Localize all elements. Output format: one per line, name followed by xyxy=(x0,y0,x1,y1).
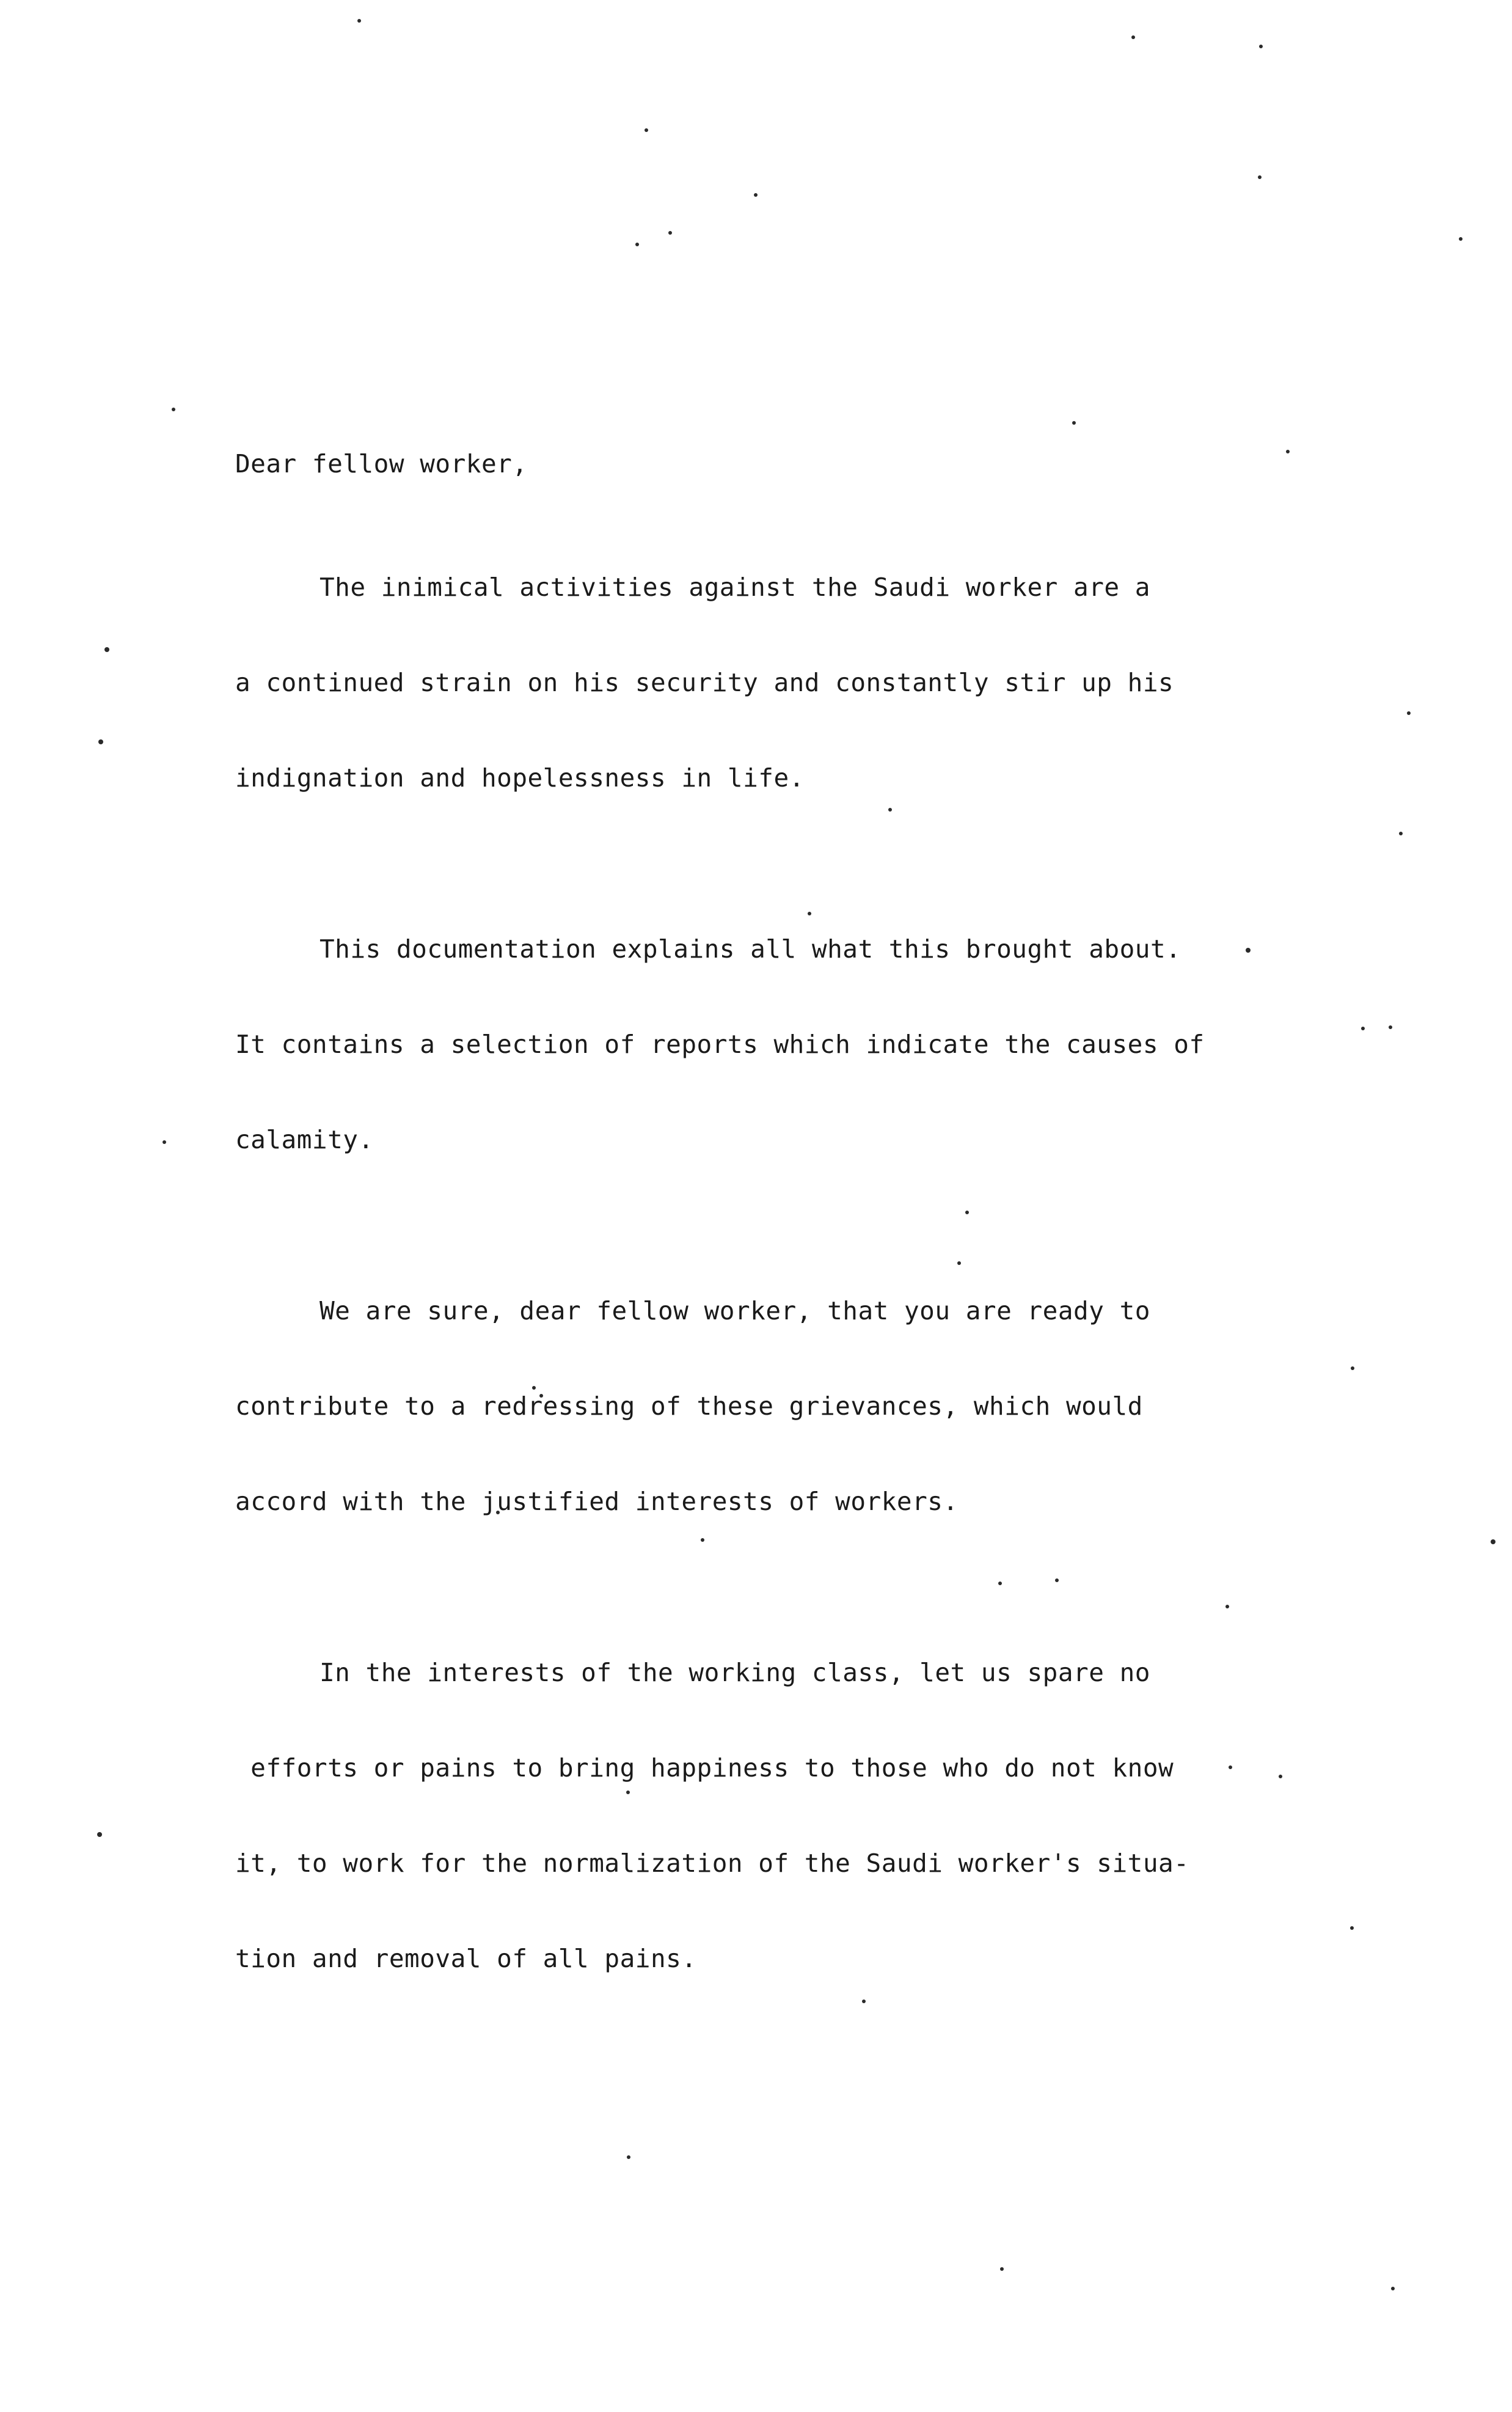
paragraph-line: It contains a selection of reports which indicate the causes of xyxy=(235,1030,1205,1059)
paragraph-line: indignation and hopelessness in life. xyxy=(235,763,805,793)
paragraph-line: it, to work for the normalization of the Saudi worker's situa- xyxy=(235,1849,1189,1878)
paragraph-line: tion and removal of all pains. xyxy=(235,1944,697,1973)
paragraph-4 xyxy=(235,1601,1310,2030)
paragraph-line: a continued strain on his security and constantly stir up his xyxy=(235,668,1174,697)
paragraph-line: We are sure, dear fellow worker, that you are ready to xyxy=(320,1296,1150,1325)
paragraph-line: This documentation explains all what this brought about. xyxy=(320,934,1181,964)
paragraph-line: contribute to a redressing of these grievances, which would xyxy=(235,1391,1143,1421)
salutation: Dear fellow worker, xyxy=(235,449,528,478)
paragraph-line: The inimical activities against the Saudi worker are a xyxy=(320,573,1150,602)
paragraph-line: accord with the justified interests of workers. xyxy=(235,1487,959,1516)
paragraph-line: calamity. xyxy=(235,1125,374,1154)
paragraph-3 xyxy=(235,1239,1310,1573)
letter-body xyxy=(235,440,1310,2058)
paragraph-line: In the interests of the working class, let us spare no xyxy=(320,1658,1150,1687)
paragraph-1 xyxy=(235,516,1310,849)
paragraph-2 xyxy=(235,878,1310,1211)
paragraph-line: efforts or pains to bring happiness to those who do not know xyxy=(235,1753,1174,1783)
